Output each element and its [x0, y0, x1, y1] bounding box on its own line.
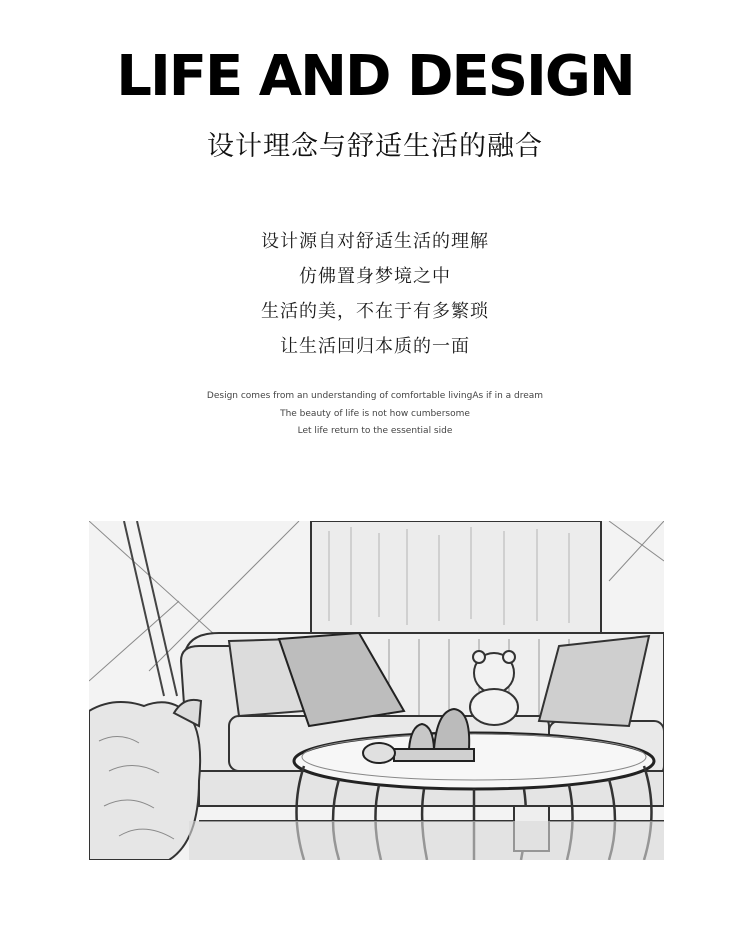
- intro-en-line: The beauty of life is not how cumbersome: [280, 408, 470, 419]
- intro-cn-line: 仿佛置身梦境之中: [299, 266, 451, 287]
- intro-cn-line: 生活的美，不在于有多繁琐: [261, 301, 489, 322]
- intro-cn-line: 设计源自对舒适生活的理解: [261, 231, 489, 252]
- intro-cn-line: 让生活回归本质的一面: [280, 336, 470, 357]
- intro-chinese: [0, 224, 750, 364]
- living-room-sketch-image: [89, 521, 664, 860]
- page-subtitle: 设计理念与舒适生活的融合: [207, 131, 543, 162]
- page-title: LIFE AND DESIGN: [116, 44, 634, 109]
- intro-en-line: Design comes from an understanding of comfortable livingAs if in a dream: [206, 391, 544, 401]
- intro-en-line: Let life return to the essential side: [297, 426, 453, 436]
- intro-english: [0, 388, 750, 441]
